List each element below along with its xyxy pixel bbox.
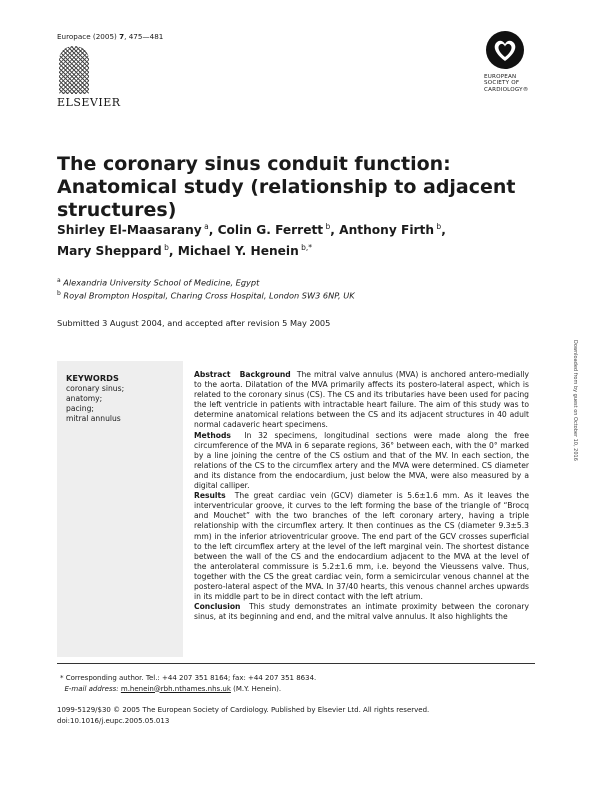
keywords-box [57, 361, 183, 657]
keyword-item: anatomy; [66, 394, 103, 403]
copyright-line: 1099-5129/$30 © 2005 The European Society of Cardiology. Published by Elsevier Ltd. All rights reserved. [57, 706, 430, 714]
author-name: Shirley El-Maasarany [57, 223, 202, 238]
heart-icon [484, 30, 526, 70]
doi-line: doi:10.1016/j.eupc.2005.05.013 [57, 716, 170, 725]
footnote-divider [57, 663, 535, 664]
esc-logo [472, 30, 538, 93]
keyword-item: pacing; [66, 404, 94, 413]
author-name: Mary Sheppard [57, 244, 162, 259]
abstract-methods [194, 431, 529, 492]
abstract [194, 370, 529, 622]
abstract-results [194, 491, 529, 602]
author-name: Anthony Firth [339, 223, 435, 238]
methods-heading: Methods [194, 430, 231, 440]
affiliation-text: Royal Brompton Hospital, Charing Cross Hospital, London SW3 6NP, UK [63, 290, 355, 301]
email-line [60, 684, 316, 695]
elsevier-logo [57, 46, 121, 116]
author-name: Colin G. Ferrett [217, 223, 324, 238]
author-list [57, 218, 547, 260]
methods-text: In 32 specimens, longitudinal sections were made along the free circumference of the MVA in 6 separate regions, 36° between each, with the 0° marked by a line joining the centre of the CS ostium and that of the MV. In each section, the relations of the CS to the circumflex artery and the MVA were determined. CS diameter and its distance from the endocardium, just below the MVA, were also measured by a digital calliper. [194, 430, 530, 491]
journal-name: Europace (2005) [57, 32, 117, 41]
article-title: The coronary sinus conduit function: Anatomical study (relationship to adjacent structures) [57, 153, 516, 221]
journal-volume: 7 [119, 32, 125, 41]
keywords-title: KEYWORDS [66, 373, 119, 383]
affiliation [57, 290, 355, 301]
background-text: The mitral valve annulus (MVA) is anchored antero-medially to the aorta. Dilatation of the MVA primarily affects its postero-lateral aspect, which is related to the coronary sinus (CS). The CS and its tributaries have been used for pacing the left ventricle in patients with intractable heart failure. The aim of this study was to determine anatomical relations between the CS and its adjacent structures in 40 adult normal cadaveric heart specimens. [194, 370, 529, 430]
affiliation-mark: b [57, 290, 61, 297]
copyright-block [57, 705, 429, 726]
author-affiliation-mark: b [434, 222, 442, 231]
conclusion-heading: Conclusion [194, 602, 241, 612]
author-separator: , [330, 223, 340, 238]
author-name: Michael Y. Henein [177, 244, 299, 259]
corresponding-footnote [60, 673, 316, 694]
author-affiliation-mark: b [323, 222, 331, 231]
author-affiliation-mark: b [161, 243, 169, 253]
affiliation-text: Alexandria University School of Medicine, Egypt [63, 277, 260, 288]
elsevier-tree-icon [59, 46, 89, 94]
esc-wordmark [484, 74, 538, 93]
abstract-label: Abstract [194, 370, 231, 379]
author-separator: , [208, 223, 218, 238]
keywords-list [66, 384, 183, 424]
elsevier-wordmark: ELSEVIER [57, 96, 121, 109]
keyword-item: coronary sinus; [66, 384, 125, 393]
esc-word-line: CARDIOLOGY® [484, 86, 529, 93]
author-affiliation-mark: b,* [298, 243, 313, 253]
results-text: The great cardiac vein (GCV) diameter is 5.6±1.6 mm. As it leaves the interventricular groove, it curves to the left forming the base of the triangle of “Brocq and Mouchet” with the two branches of the left coronary artery, having a triple relationship with the circumflex artery. It then continues as the CS (diameter 9.3±5.3 mm) in the inferior atrioventricular groove. The end part of the GCV crosses superficial to the left circumflex artery at the level of the left marginal vein. The shortest distance between the wall of the CS and the endocardium adjacent to the MVA at the level of the anterolateral commissure is 5.2±1.6 mm, i.e. beyond the Vieussens valve. Thus, together with the CS the great cardiac vein, form a semicircular venous channel at the postero-lateral aspect of the MVA. In 37/40 hearts, this venous channel arches upwards in its middle part to be in direct contact with the left atrium. [194, 491, 529, 602]
email-label: E-mail address: [64, 684, 119, 693]
author-separator: , [168, 244, 178, 259]
email-suffix: (M.Y. Henein). [230, 684, 282, 693]
esc-word-line: EUROPEAN [484, 74, 517, 80]
email-link[interactable]: m.henein@rbh.nthames.nhs.uk [120, 684, 231, 693]
author-separator: , [441, 223, 446, 238]
conclusion-text: This study demonstrates an intimate proximity between the coronary sinus, at its beginning and end, and the mitral valve annulus. It also highlights the [194, 602, 529, 622]
submission-dates: Submitted 3 August 2004, and accepted after revision 5 May 2005 [57, 318, 331, 328]
download-note: Downloaded from by guest on October 10, 2016 [572, 340, 578, 461]
background-heading: Background [239, 370, 291, 379]
abstract-background [194, 370, 529, 431]
esc-word-line: SOCIETY OF [484, 80, 520, 87]
results-heading: Results [194, 491, 226, 501]
affiliation-mark: a [57, 277, 61, 284]
journal-pages: , 475—481 [124, 32, 164, 41]
author-affiliation-mark: a [201, 222, 209, 231]
keyword-item: mitral annulus [66, 414, 121, 423]
affiliation [57, 277, 259, 288]
journal-reference [57, 32, 163, 41]
corresponding-author-line: * Corresponding author. Tel.: +44 207 351 8164; fax: +44 207 351 8634. [60, 674, 317, 682]
abstract-conclusion [194, 602, 529, 622]
